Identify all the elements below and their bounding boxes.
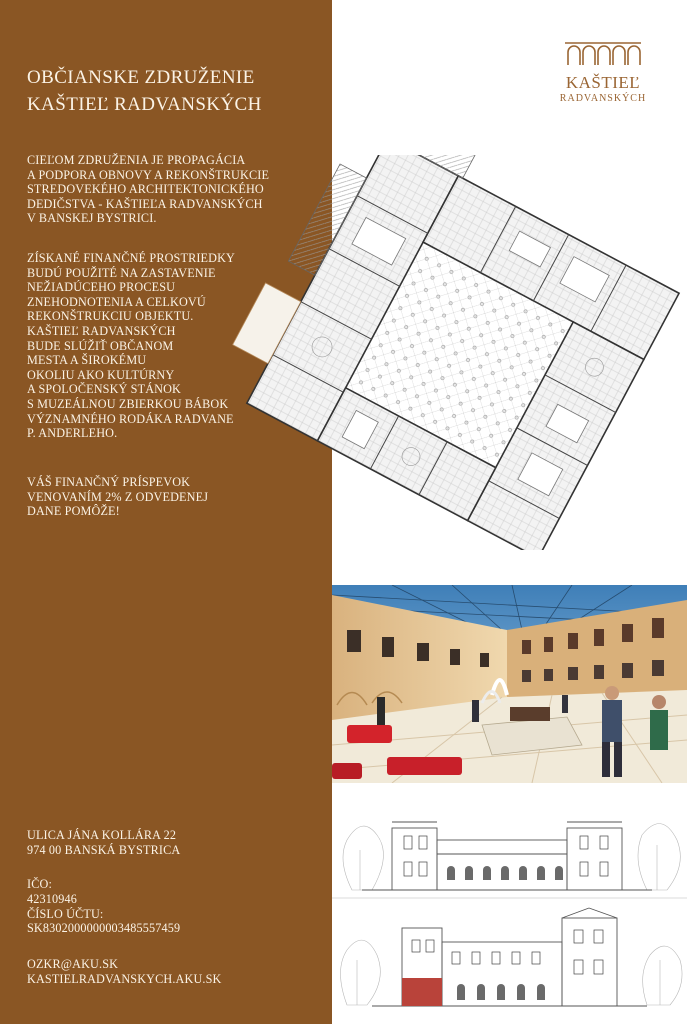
text-line: ZÍSKANÉ FINANČNÉ PROSTRIEDKY bbox=[27, 251, 236, 265]
text-line: ZNEHODNOTENIA A CELKOVÚ bbox=[27, 294, 206, 309]
ico-value: 42310946 bbox=[27, 891, 77, 906]
text-line: A SPOLOČENSKÝ STÁNOK bbox=[27, 382, 182, 397]
text-line: P. ANDERLEHO. bbox=[27, 426, 118, 441]
identifiers bbox=[27, 877, 180, 936]
text-line: CIEĽOM ZDRUŽENIA JE PROPAGÁCIA bbox=[27, 153, 246, 167]
street: ULICA JÁNA KOLLÁRA 22 bbox=[27, 828, 177, 842]
title-line-2: KAŠTIEĽ RADVANSKÝCH bbox=[27, 94, 262, 115]
title-line-1: OBČIANSKE ZDRUŽENIE bbox=[27, 67, 255, 88]
account-value: SK8302000000003485557459 bbox=[27, 921, 181, 936]
arches-icon bbox=[563, 40, 643, 66]
text-line: MESTA A ŠIROKÉMU bbox=[27, 353, 147, 368]
website-link[interactable]: KASTIELRADVANSKYCH.AKU.SK bbox=[27, 971, 222, 986]
text-line: NEŽIADÚCEHO PROCESU bbox=[27, 280, 176, 295]
text-line: OKOLIU AKO KULTÚRNY bbox=[27, 367, 175, 382]
text-line: BUDÚ POUŽITÉ NA ZASTAVENIE bbox=[27, 265, 216, 280]
text-line: DANE POMÔŽE! bbox=[27, 504, 120, 519]
logo-subtitle: RADVANSKÝCH bbox=[559, 93, 647, 104]
text-line: DEDIČSTVA - KAŠTIEĽA RADVANSKÝCH bbox=[27, 196, 263, 211]
interior-visualization bbox=[332, 585, 687, 783]
email-link[interactable]: OZKR@AKU.SK bbox=[27, 957, 119, 971]
page-title bbox=[27, 64, 262, 118]
logo bbox=[548, 40, 658, 105]
text-line: A PODPORA OBNOVY A REKONŠTRUKCIE bbox=[27, 167, 270, 182]
text-line: KAŠTIEĽ RADVANSKÝCH bbox=[27, 323, 176, 338]
address bbox=[27, 828, 180, 858]
text-line: VÝZNAMNÉHO RODÁKA RADVANE bbox=[27, 411, 234, 426]
text-line: BUDE SLÚŽIŤ OBČANOM bbox=[27, 338, 174, 353]
text-line: VÁŠ FINANČNÝ PRÍSPEVOK bbox=[27, 475, 191, 489]
ico-label: IČO: bbox=[27, 877, 52, 891]
text-line: V BANSKEJ BYSTRICI. bbox=[27, 211, 157, 226]
account-label: ČÍSLO ÚČTU: bbox=[27, 906, 104, 921]
city: 974 00 BANSKÁ BYSTRICA bbox=[27, 842, 181, 857]
facade-elevations bbox=[332, 800, 687, 1018]
text-line: STREDOVEKÉHO ARCHITEKTONICKÉHO bbox=[27, 182, 264, 197]
text-line: S MUZEÁLNOU ZBIERKOU BÁBOK bbox=[27, 396, 229, 411]
logo-name: KAŠTIEĽ bbox=[565, 73, 641, 92]
donation-paragraph bbox=[27, 475, 208, 519]
floor-plan-drawing bbox=[225, 155, 687, 550]
funds-paragraph bbox=[27, 251, 235, 441]
text-line: REKONŠTRUKCIU OBJEKTU. bbox=[27, 309, 194, 324]
text-line: VENOVANÍM 2% Z ODVEDENEJ bbox=[27, 489, 209, 504]
online-contacts bbox=[27, 957, 221, 987]
